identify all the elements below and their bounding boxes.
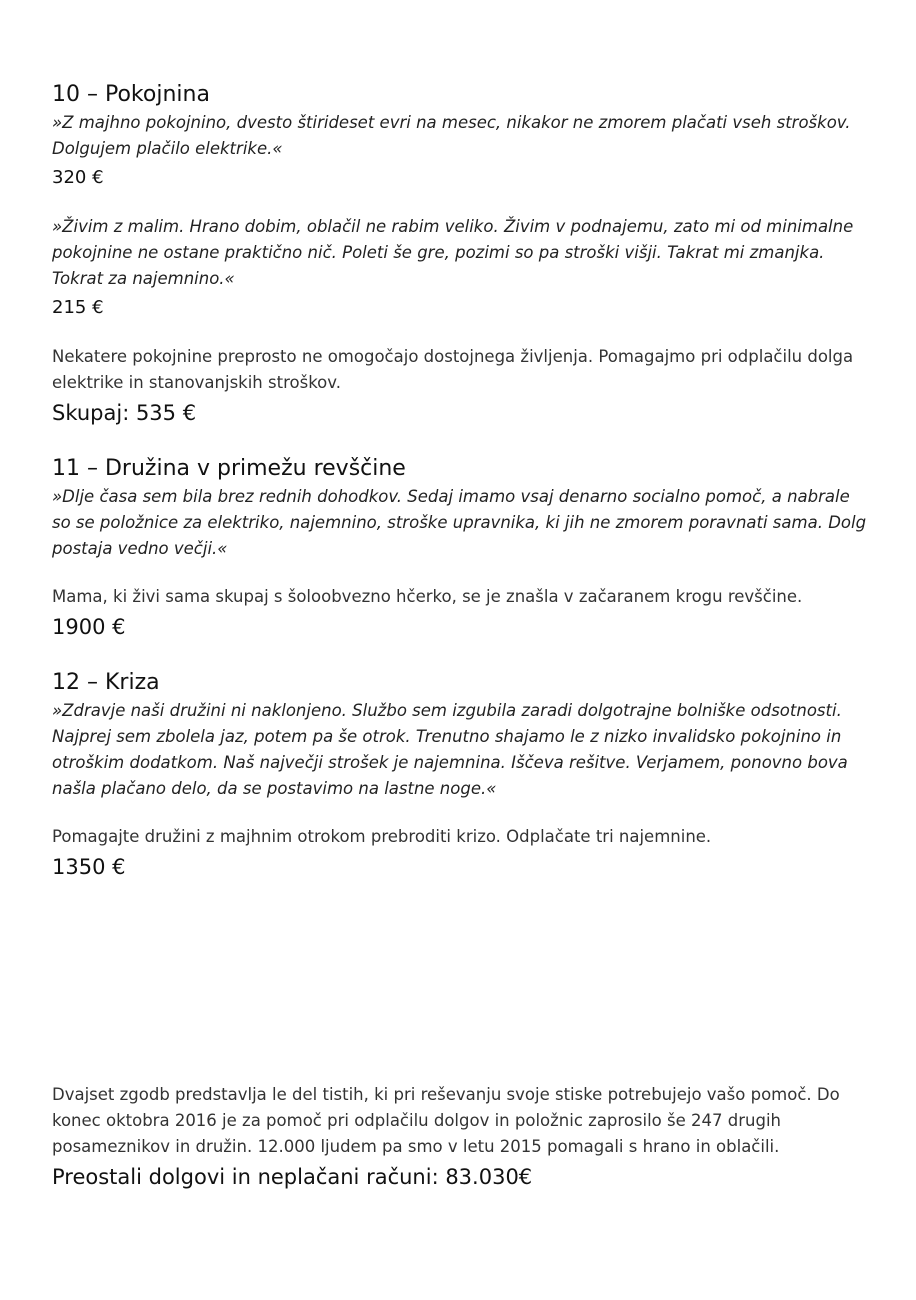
story-10-amount-2: 215 € (52, 297, 104, 318)
story-12-description: Pomagajte družini z majhnim otrokom prebroditi krizo. Odplačate tri najemnine. (52, 827, 712, 846)
story-10-amount-1: 320 € (52, 167, 104, 188)
document-page (52, 80, 872, 882)
story-11 (52, 454, 872, 642)
story-12-amount: 1350 € (52, 855, 126, 879)
story-10-heading: 10 – Pokojnina (52, 82, 210, 107)
story-12-quote: »Zdravje naši družini ni naklonjeno. Službo sem izgubila zaradi dolgotrajne bolniške odsotnosti. Najprej sem zbolela jaz, potem pa še otrok. Trenutno shajamo le z nizko invalidsko pokojnino in otroškim dodatkom. Naš največji strošek je najemnina. Iščeva rešitve. Verjamem, ponovno bova našla plačano delo, da se postavimo na lastne noge.« (52, 701, 848, 798)
story-11-quote: »Dlje časa sem bila brez rednih dohodkov. Sedaj imamo vsaj denarno socialno pomoč, a nabrale so se položnice za elektriko, najemnino, stroške upravnika, ki jih ne zmorem poravnati sama. Dolg postaja vedno večji.« (52, 487, 867, 558)
story-11-amount: 1900 € (52, 615, 126, 639)
story-10-total: Skupaj: 535 € (52, 401, 197, 425)
story-12 (52, 668, 872, 882)
summary-footer (52, 1082, 872, 1213)
story-10 (52, 80, 872, 428)
story-10-quote-2: »Živim z malim. Hrano dobim, oblačil ne rabim veliko. Živim v podnajemu, zato mi od minimalne pokojnine ne ostane praktično nič. Poleti še gre, pozimi so pa stroški višji. Takrat mi zmanjka. Tokrat za najemnino.« (52, 217, 854, 288)
story-11-heading: 11 – Družina v primežu revščine (52, 456, 406, 481)
summary-total: Preostali dolgovi in neplačani računi: 83.030€ (52, 1165, 533, 1189)
story-11-description: Mama, ki živi sama skupaj s šoloobvezno hčerko, se je znašla v začaranem krogu revščine. (52, 587, 803, 606)
story-10-description: Nekatere pokojnine preprosto ne omogočajo dostojnega življenja. Pomagajmo pri odplačilu dolga elektrike in stanovanjskih stroškov. (52, 347, 854, 392)
story-12-heading: 12 – Kriza (52, 670, 160, 695)
summary-text: Dvajset zgodb predstavlja le del tistih, ki pri reševanju svoje stiske potrebujejo vašo pomoč. Do konec oktobra 2016 je za pomoč pri odplačilu dolgov in položnic zaprosilo še 247 drugih posameznikov in družin. 12.000 ljudem pa smo v letu 2015 pomagali s hrano in oblačili. (52, 1085, 840, 1156)
story-10-quote-1: »Z majhno pokojnino, dvesto štirideset evri na mesec, nikakor ne zmorem plačati vseh stroškov. Dolgujem plačilo elektrike.« (52, 113, 851, 158)
